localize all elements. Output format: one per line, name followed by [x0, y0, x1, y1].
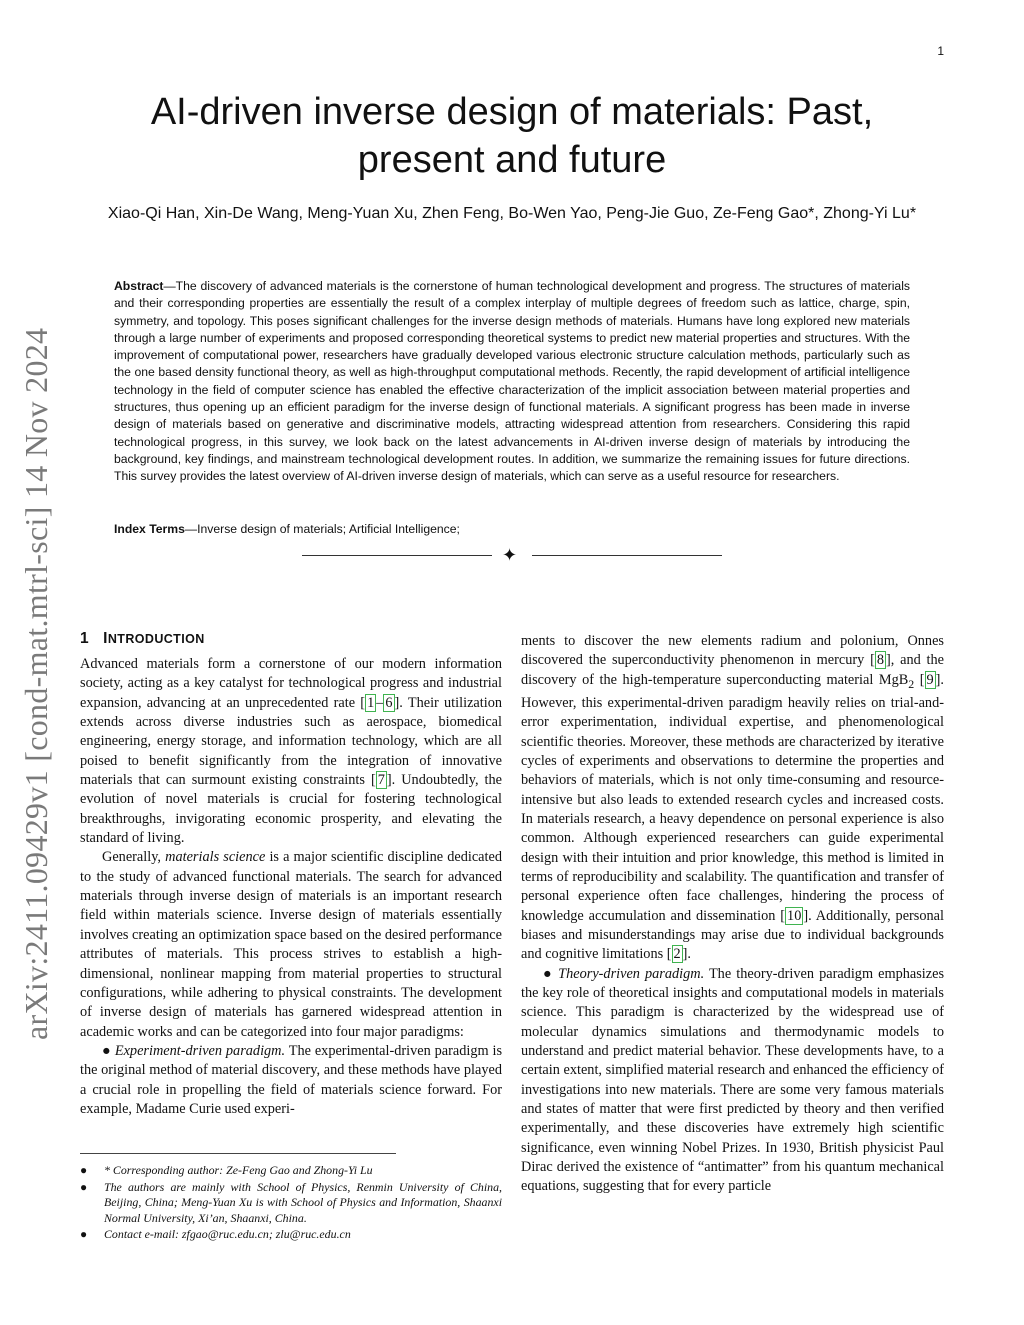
text-run: ]. However, this experimental-driven paradigm heavily relies on trial-and-error experimentation, individual expertise, and phenomenological scientific theories. Moreover, these methods are characterized by iterative cycles of experiments and observations to determine the properties and behaviors of materials, which is not only time-consuming and resource-intensive but also leads to extended research cycles and increased costs. In materials research, a heavy dependence on personal experience is also common. Although experienced researchers can guide experimental design with their intuition and prior knowledge, this method is limited in terms of reproducibility and scalability. The quantification and transfer of personal experience often face challenges, hindering the process of knowledge accumulation and dissemination [	[521, 671, 945, 924]
index-terms	[114, 521, 910, 538]
footnote-item	[80, 1163, 502, 1179]
abstract	[114, 278, 910, 486]
footnote-rule	[80, 1153, 396, 1154]
citation-link[interactable]: 10	[787, 907, 802, 924]
subscript-text: 2	[908, 676, 915, 691]
left-column	[80, 630, 502, 1119]
index-terms-label: Index Terms	[114, 522, 185, 536]
section-heading-introduction	[80, 630, 502, 648]
intro-paragraph-2	[80, 848, 502, 1041]
section-title-initial: I	[103, 630, 108, 647]
arxiv-identifier-stamp: arXiv:2411.09429v1 [cond-mat.mtrl-sci] 14 Nov 2024	[18, 327, 54, 1040]
index-terms-text: —Inverse design of materials; Artificial Intelligence;	[184, 522, 460, 536]
citation-link[interactable]: 8	[876, 652, 885, 669]
footnote-item	[80, 1180, 502, 1227]
footnote-text: * Corresponding author: Ze-Feng Gao and Zhong-Yi Lu	[104, 1163, 373, 1177]
text-run: The experimental-driven paradigm is the original method of material discovery, and these methods have played a crucial role in propelling the field of materials science forward. For example, Madame Curie used experi-	[80, 1042, 503, 1117]
text-run: –	[376, 694, 384, 711]
text-run: [	[914, 671, 925, 688]
citation-link[interactable]: 2	[673, 946, 681, 963]
text-run: ].	[682, 946, 691, 963]
text-run: ]. Undoubtedly, the evolution of novel materials is crucial for fostering technological breakthroughs, invigorating economic prosperity, and elevating the standard of living.	[80, 772, 503, 847]
section-number: 1	[80, 630, 90, 647]
footnote-text: Contact e-mail: zfgao@ruc.edu.cn; zlu@ruc.edu.cn	[104, 1227, 351, 1241]
emphasis-text: materials science	[165, 849, 266, 866]
author-list: Xiao-Qi Han, Xin-De Wang, Meng-Yuan Xu, Zhen Feng, Bo-Wen Yao, Peng-Jie Guo, Ze-Feng Gao*, Zhong-Yi Lu*	[107, 205, 917, 222]
footnote-item	[80, 1227, 502, 1243]
footnote-text: The authors are mainly with School of Physics, Renmin University of China, Beijing, China; Meng-Yuan Xu is with School of Physics and Information, Shaanxi Normal University, Xi’an, Shaanxi, China.	[104, 1179, 502, 1225]
abstract-label: Abstract	[114, 279, 164, 293]
text-run: Generally,	[102, 849, 166, 866]
text-run: ments to discover the new elements radium and polonium, Onnes discovered the superconductivity phenomenon in mercury [	[521, 633, 944, 669]
bullet-icon: ●	[80, 1227, 88, 1241]
bullet-icon: ●	[102, 1042, 111, 1059]
emphasis-text: Experiment-driven paradigm.	[114, 1042, 286, 1059]
citation-link[interactable]: 6	[385, 694, 393, 711]
abstract-text: —The discovery of advanced materials is the cornerstone of human technological development and progress. The structures of materials and their corresponding properties are essentially the result of a complex interplay of multiple degrees of freedom such as lattice, charge, spin, symmetry, and topology. This poses significant challenges for the inverse design methods of materials. Humans have long explored new materials through a large number of experiments and proposed corresponding theoretical systems to predict new material properties and structures. With the improvement of computational power, researchers have gradually developed various electronic structure calculation methods, particularly such as the one based density functional theory, as well as high-throughput computational methods. Recently, the rapid development of artificial intelligence technology in the field of computer science has enabled the effective characterization of the implicit association between material properties and structures, thus opening up an efficient paradigm for the inverse design of functional materials. A significant progress has been made in inverse design of materials based on generative and discriminative models, attracting widespread attention from researchers. Considering this rapid technological progress, in this survey, we look back on the latest advancements in AI-driven inverse design of materials by introducing the background, key findings, and mainstream technological development routes. In addition, we summarize the remaining issues for future directions. This survey provides the latest overview of AI-driven inverse design of materials, which can serve as a useful resource for researchers.	[114, 279, 910, 484]
citation-link[interactable]: 1	[367, 694, 375, 711]
text-run: ]. Their utilization extends across diverse industries such as aerospace, biomedical engineering, energy storage, and information technology, which are all poised to benefit significantly from the integration of innovative materials that can surmount existing constraints [	[80, 694, 503, 789]
text-run: ], and the discovery of the high-temperature superconducting material MgB	[521, 652, 945, 688]
paradigm-theory-driven	[521, 965, 944, 1197]
emphasis-text: Theory-driven paradigm.	[558, 965, 705, 982]
section-title-rest: NTRODUCTION	[107, 632, 205, 646]
intro-paragraph-continued	[521, 632, 944, 965]
bullet-icon: ●	[80, 1179, 88, 1194]
footnotes	[80, 1163, 502, 1244]
divider-line-right	[532, 555, 722, 556]
bullet-icon: ●	[543, 965, 554, 982]
section-divider	[300, 546, 724, 566]
text-run: Advanced materials form a cornerstone of our modern information society, acting as a key catalyst for technological progress and industrial expansion, advancing at an unprecedented rate [	[80, 656, 502, 711]
bullet-icon: ●	[80, 1163, 88, 1177]
text-run: ]. Additionally, personal biases and misunderstandings may arise due to individual backgrounds and cognitive limitations [	[521, 907, 944, 963]
divider-star-icon: ✦	[502, 545, 518, 565]
divider-line-left	[302, 555, 492, 556]
paradigm-experiment-driven	[80, 1042, 502, 1119]
paper-title: AI-driven inverse design of materials: Past, present and future	[150, 91, 874, 181]
intro-paragraph-1	[80, 655, 502, 848]
page-number: 1	[937, 44, 944, 58]
citation-link[interactable]: 9	[926, 671, 934, 688]
right-column	[521, 632, 944, 1197]
text-run: The theory-driven paradigm emphasizes the key role of theoretical insights and computational models in materials science. This paradigm is characterized by the widespread use of molecular dynamics simulations and thermodynamic models to understand and predict material behavior. These developments have, to a certain extent, simplified material research and enhanced the efficiency of investigations into new materials. There are some very famous materials and states of matter that were first predicted by theory and then verified experimentally, and these discoveries have extremely high scientific significance, even winning Nobel Prizes. In 1930, British physicist Paul Dirac derived the existence of “antimatter” from his quantum mechanical equations, suggesting that for every particle	[521, 965, 945, 1195]
text-run: is a major scientific discipline dedicated to the study of advanced functional materials. The search for advanced materials through inverse design of materials is an important research field within materials science. Inverse design of materials essentially involves creating an optimization space based on the desired performance attributes of materials. This process strives to establish a high-dimensional, nonlinear mapping from material properties to structural configurations, while adhering to physical constraints. The development of inverse design of materials has garnered widespread attention in academic works and can be categorized into four major paradigms:	[80, 849, 502, 1040]
citation-link[interactable]: 7	[377, 772, 385, 789]
